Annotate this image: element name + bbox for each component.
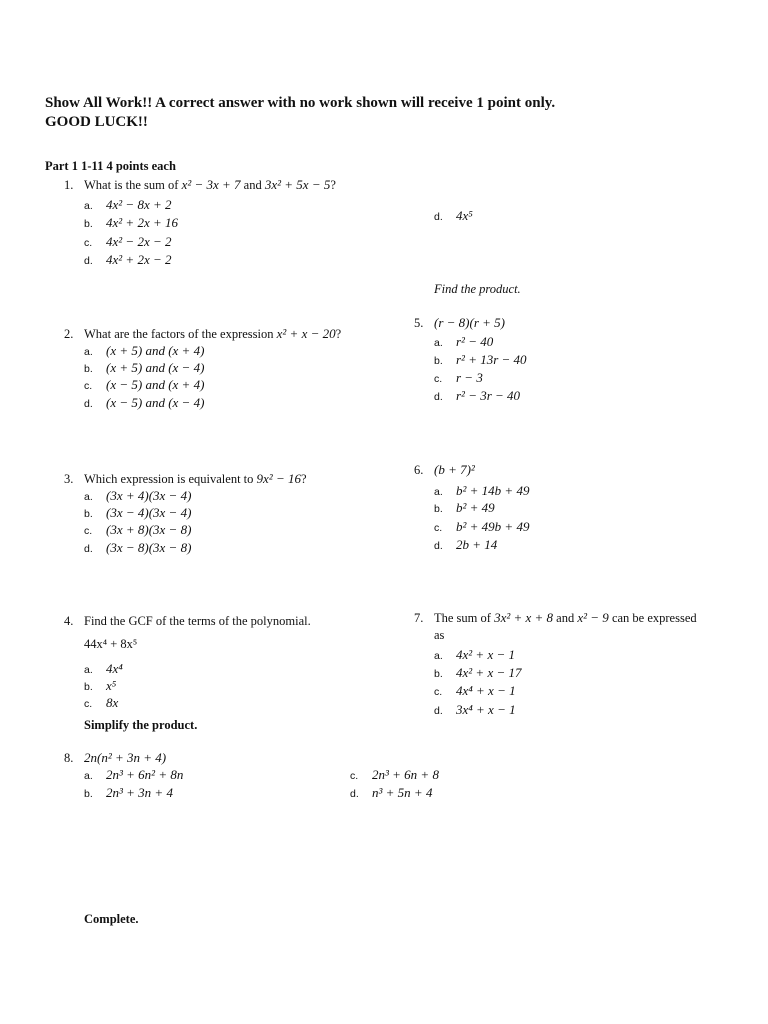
math-expression: 9x² − 16: [256, 471, 301, 486]
option-value: (x + 5) and (x + 4): [106, 343, 205, 358]
question-text: What is the sum of: [84, 178, 182, 192]
question-text: The sum of: [434, 611, 495, 625]
option-b: [434, 352, 527, 368]
option-letter: c.: [84, 380, 93, 392]
option-value: 4x⁵: [456, 208, 473, 223]
option-letter: d.: [434, 391, 443, 403]
option-letter: b.: [434, 503, 443, 515]
option-c: [434, 370, 483, 386]
question-text: and: [240, 178, 265, 192]
option-d: [350, 785, 432, 801]
find-product-instruction: Find the product.: [434, 282, 521, 296]
question-number: 7.: [414, 611, 424, 625]
option-letter: a.: [84, 770, 93, 782]
option-letter: a.: [434, 486, 443, 498]
math-expression: 2n(n² + 3n + 4): [84, 750, 167, 765]
question-text-continued: as: [434, 628, 445, 642]
option-c: [434, 519, 529, 535]
option-letter: c.: [434, 522, 443, 534]
option-value: (3x + 4)(3x − 4): [106, 488, 192, 503]
option-c: [350, 767, 439, 783]
option-d: [84, 395, 204, 411]
option-value: 3x⁴ + x − 1: [456, 702, 516, 717]
option-value: 4x² + x − 1: [456, 647, 515, 662]
math-expression: 3x² + x + 8: [494, 610, 554, 625]
option-letter: c.: [84, 237, 93, 249]
math-expression: x² − 9: [577, 610, 609, 625]
question-text: and: [553, 611, 578, 625]
option-letter: b.: [84, 363, 93, 375]
option-d: [84, 252, 171, 268]
option-value: 4x² + 2x − 2: [106, 252, 172, 267]
option-letter: d.: [84, 398, 93, 410]
option-letter: c.: [84, 525, 93, 537]
option-value: 2n³ + 3n + 4: [106, 785, 173, 800]
question-number: 6.: [414, 463, 424, 477]
option-value: 4x⁴ + x − 1: [456, 683, 516, 698]
option-letter: d.: [84, 255, 93, 267]
question-number: 3.: [64, 472, 74, 486]
option-b: [434, 665, 521, 681]
question-number: 4.: [64, 614, 74, 628]
option-c: [84, 695, 118, 711]
option-letter: d.: [84, 543, 93, 555]
complete-instruction: Complete.: [84, 912, 139, 926]
option-b: [84, 505, 191, 521]
option-letter: a.: [434, 650, 443, 662]
part-heading: Part 1 1-11 4 points each: [45, 159, 176, 173]
option-letter: a.: [84, 491, 93, 503]
question-1: [64, 177, 336, 193]
option-value: 4x² + 2x + 16: [106, 215, 178, 230]
option-b: [434, 500, 495, 516]
question-text: What are the factors of the expression: [84, 327, 277, 341]
option-value: b² + 49b + 49: [456, 519, 530, 534]
question-5: [414, 315, 505, 331]
option-value: r² − 40: [456, 334, 494, 349]
option-letter: b.: [434, 668, 443, 680]
option-value: (x + 5) and (x − 4): [106, 360, 205, 375]
option-c: [84, 522, 191, 538]
option-a: [434, 647, 515, 663]
option-letter: c.: [350, 770, 359, 782]
math-expression: (b + 7)²: [434, 462, 475, 477]
simplify-instruction: Simplify the product.: [84, 718, 198, 732]
option-a: [84, 343, 204, 359]
question-7: [414, 610, 697, 626]
option-a: [84, 197, 171, 213]
question-8: [64, 750, 166, 766]
option-value: 4x² + x − 17: [456, 665, 522, 680]
option-d-extra: [434, 208, 473, 224]
option-letter: a.: [84, 346, 93, 358]
option-value: r² + 13r − 40: [456, 352, 527, 367]
good-luck-line: GOOD LUCK!!: [45, 114, 148, 130]
option-letter: a.: [84, 200, 93, 212]
option-letter: d.: [434, 705, 443, 717]
option-letter: d.: [350, 788, 359, 800]
question-number: 2.: [64, 327, 74, 341]
option-letter: a.: [84, 664, 93, 676]
option-b: [84, 215, 178, 231]
option-value: 2n³ + 6n² + 8n: [106, 767, 184, 782]
question-number: 1.: [64, 178, 74, 192]
option-value: r² − 3r − 40: [456, 388, 521, 403]
instructions-line: Show All Work!! A correct answer with no work shown will receive 1 point only.: [45, 95, 556, 111]
question-text: can be expressed: [608, 611, 697, 625]
option-value: 8x: [106, 695, 119, 710]
option-a: [84, 767, 183, 783]
option-letter: c.: [434, 373, 443, 385]
option-value: n³ + 5n + 4: [372, 785, 433, 800]
option-value: r − 3: [456, 370, 483, 385]
option-letter: d.: [434, 211, 443, 223]
option-value: 2n³ + 6n + 8: [372, 767, 439, 782]
option-letter: c.: [434, 686, 443, 698]
option-value: b² + 14b + 49: [456, 483, 530, 498]
option-c: [434, 683, 516, 699]
polynomial-expression: 44x⁴ + 8x⁵: [84, 637, 138, 651]
option-letter: d.: [434, 540, 443, 552]
question-text: Which expression is equivalent to: [84, 472, 257, 486]
math-expression: (r − 8)(r + 5): [434, 315, 505, 330]
option-value: x⁵: [106, 678, 117, 693]
option-letter: b.: [434, 355, 443, 367]
option-c: [84, 377, 204, 393]
option-letter: a.: [434, 337, 443, 349]
option-letter: b.: [84, 681, 93, 693]
math-expression: 3x² + 5x − 5: [264, 177, 331, 192]
option-b: [84, 785, 173, 801]
option-letter: b.: [84, 218, 93, 230]
option-d: [434, 537, 497, 553]
option-value: (x − 5) and (x − 4): [106, 395, 205, 410]
question-text: Find the GCF of the terms of the polynomial.: [84, 614, 311, 628]
option-value: (x − 5) and (x + 4): [106, 377, 205, 392]
option-a: [84, 488, 191, 504]
option-value: (3x + 8)(3x − 8): [106, 522, 192, 537]
option-value: 4x² − 8x + 2: [106, 197, 172, 212]
option-letter: b.: [84, 508, 93, 520]
option-d: [434, 388, 520, 404]
option-value: 4x⁴: [106, 661, 123, 676]
question-number: 8.: [64, 751, 74, 765]
option-b: [84, 678, 116, 694]
question-number: 5.: [414, 316, 424, 330]
option-letter: b.: [84, 788, 93, 800]
option-d: [434, 702, 516, 718]
option-a: [434, 334, 493, 350]
option-b: [84, 360, 204, 376]
question-6: [414, 462, 475, 478]
question-2: [64, 326, 341, 342]
math-expression: x² − 3x + 7: [181, 177, 241, 192]
question-text: ?: [335, 327, 342, 341]
question-text: ?: [330, 178, 336, 192]
option-a: [434, 483, 529, 499]
option-d: [84, 540, 191, 556]
option-c: [84, 234, 171, 250]
option-a: [84, 661, 123, 677]
option-letter: c.: [84, 698, 93, 710]
question-4: [64, 614, 311, 629]
math-expression: x² + x − 20: [276, 326, 336, 341]
question-text: ?: [300, 472, 307, 486]
option-value: 2b + 14: [456, 537, 498, 552]
option-value: (3x − 4)(3x − 4): [106, 505, 192, 520]
option-value: b² + 49: [456, 500, 495, 515]
option-value: (3x − 8)(3x − 8): [106, 540, 192, 555]
question-3: [64, 471, 307, 487]
option-value: 4x² − 2x − 2: [106, 234, 172, 249]
